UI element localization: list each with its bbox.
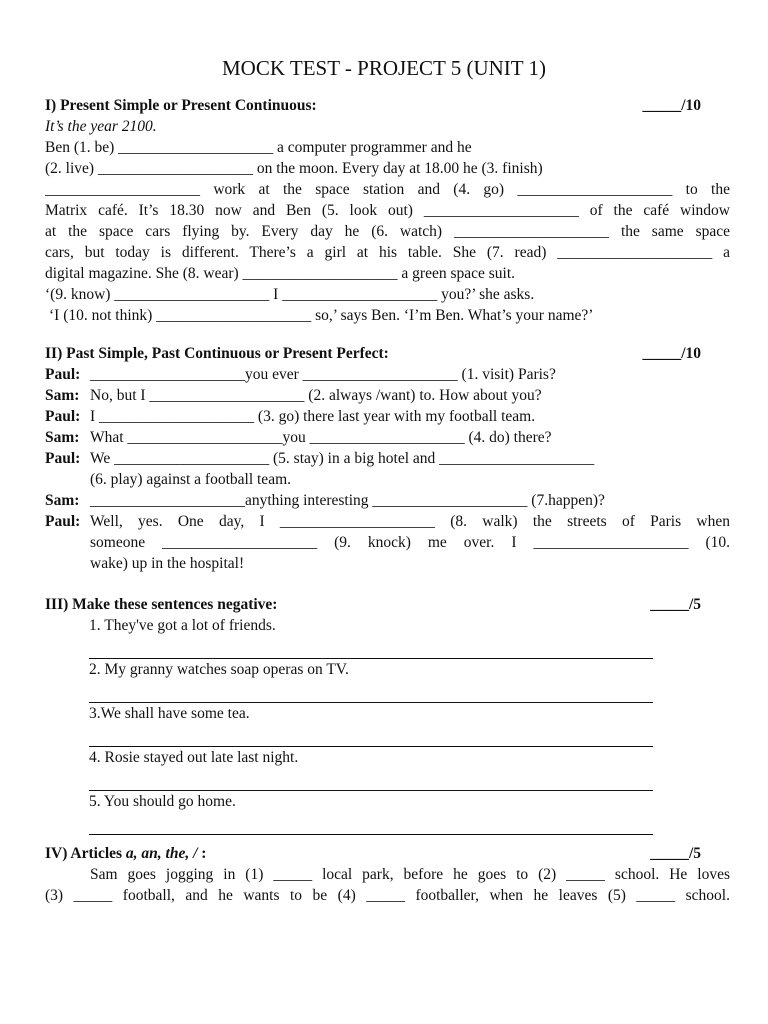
section-3: [45, 594, 730, 835]
section-1-score: _____/10: [642, 97, 701, 114]
dialogue-text: I ____________________ (3. go) there last year with my football team.: [90, 408, 536, 425]
dialogue-text: (6. play) against a football team.: [90, 471, 292, 488]
dialogue-line: [45, 553, 730, 574]
dialogue-line: [45, 469, 730, 490]
section-1-line: Ben (1. be) ____________________ a computer programmer and he: [45, 139, 472, 156]
section-2-heading: II) Past Simple, Past Continuous or Present Perfect:: [45, 345, 389, 362]
dialogue-text: No, but I ____________________ (2. always /want) to. How about you?: [90, 387, 542, 404]
section-4-heading: [45, 845, 206, 862]
dialogue-text: What ____________________you ____________________ (4. do) there?: [90, 429, 552, 446]
dialogue-text: Well, yes. One day, I ____________________ (8. walk) the streets of Paris when: [90, 513, 730, 530]
dialogue-text: We ____________________ (5. stay) in a big hotel and ____________________: [90, 450, 595, 467]
section-3-heading: III) Make these sentences negative:: [45, 596, 278, 613]
section-4-heading-prefix: IV) Articles: [45, 845, 126, 862]
answer-line[interactable]: [89, 768, 653, 791]
dialogue-line: [45, 364, 730, 385]
speaker-label: Paul:: [45, 450, 81, 467]
sentence-item: 2. My granny watches soap operas on TV.: [89, 661, 349, 678]
speaker-label: Paul:: [45, 408, 81, 425]
section-4-score: _____/5: [650, 845, 701, 862]
section-3-score: _____/5: [650, 596, 701, 613]
speaker-label: Sam:: [45, 387, 80, 404]
speaker-label: Paul:: [45, 513, 81, 530]
articles-line: (3) _____ football, and he wants to be (4) _____ footballer, when he leaves (5) _____ school.: [45, 887, 730, 904]
answer-line[interactable]: [89, 636, 653, 659]
dialogue-text: wake) up in the hospital!: [90, 555, 245, 572]
section-2-header: [45, 343, 730, 364]
speaker-label: [45, 532, 90, 553]
dialogue-text: someone ____________________ (9. knock) me over. I ____________________ (10.: [90, 534, 730, 551]
section-1-line: ‘I (10. not think) ____________________ so,’ says Ben. ‘I’m Ben. What’s your name?’: [49, 307, 594, 324]
dialogue-line: [45, 427, 730, 448]
sentence-item: 3.We shall have some tea.: [89, 705, 250, 722]
answer-line[interactable]: [89, 680, 653, 703]
section-1-heading: I) Present Simple or Present Continuous:: [45, 97, 317, 114]
answer-line[interactable]: [89, 812, 653, 835]
dialogue-line: [45, 406, 730, 427]
section-1: [45, 95, 730, 326]
section-4-heading-articles: a, an, the, /: [125, 845, 198, 862]
speaker-label: Sam:: [45, 429, 80, 446]
section-1-header: [45, 95, 730, 116]
dialogue-line: [45, 511, 730, 532]
section-4-header: [45, 843, 730, 864]
section-1-line: at the space cars flying by. Every day he (6. watch) ____________________ the same space: [45, 223, 730, 240]
speaker-label: Sam:: [45, 492, 80, 509]
sentence-item: 4. Rosie stayed out late last night.: [89, 749, 299, 766]
articles-line: Sam goes jogging in (1) _____ local park, before he goes to (2) _____ school. He loves: [90, 866, 730, 883]
answer-line[interactable]: [89, 724, 653, 747]
dialogue-line: [45, 385, 730, 406]
section-2-score: _____/10: [642, 345, 701, 362]
section-1-line: ____________________ work at the space station and (4. go) ____________________ to the: [45, 181, 730, 198]
section-4-heading-suffix: :: [197, 845, 207, 862]
dialogue-line: [45, 490, 730, 511]
section-1-line: cars, but today is different. There’s a girl at his table. She (7. read) ____________________ a: [45, 244, 730, 261]
sentence-item: 5. You should go home.: [89, 793, 236, 810]
section-1-line: Matrix café. It’s 18.30 now and Ben (5. look out) ____________________ of the café window: [45, 202, 730, 219]
sentence-item: 1. They've got a lot of friends.: [89, 617, 276, 634]
section-2: [45, 343, 730, 574]
dialogue-line: [45, 532, 730, 553]
section-1-intro: It’s the year 2100.: [45, 118, 157, 135]
dialogue-text: ____________________you ever ____________________ (1. visit) Paris?: [90, 366, 556, 383]
page-title: MOCK TEST - PROJECT 5 (UNIT 1): [222, 56, 546, 80]
section-1-line: ‘(9. know) ____________________ I ____________________ you?’ she asks.: [45, 286, 535, 303]
section-1-line: digital magazine. She (8. wear) ____________________ a green space suit.: [45, 265, 516, 282]
speaker-label: Paul:: [45, 366, 81, 383]
section-1-line: (2. live) ____________________ on the moon. Every day at 18.00 he (3. finish): [45, 160, 543, 177]
section-4: [45, 843, 730, 906]
dialogue-text: ____________________anything interesting ____________________ (7.happen)?: [90, 492, 605, 509]
dialogue-line: [45, 448, 730, 469]
section-3-header: [45, 594, 730, 615]
